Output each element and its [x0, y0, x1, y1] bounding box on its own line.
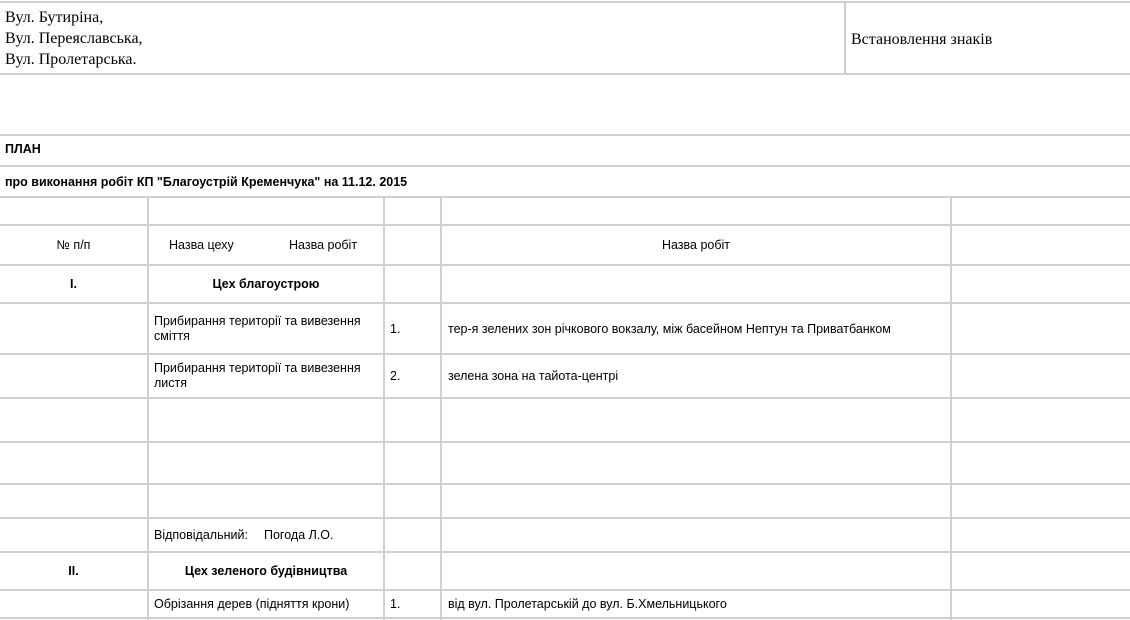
header-works-main: Назва робіт [661, 238, 731, 252]
header-num: № п/п [56, 238, 91, 252]
row-work: Прибирання території та вивезення сміття [154, 313, 361, 343]
section-roman: II. [68, 564, 79, 578]
street-line: Вул. Бутиріна, [5, 9, 104, 26]
responsible-name: Погода Л.О. [264, 528, 334, 542]
row-num: 1. [390, 597, 401, 611]
row-location: від вул. Пролетарській до вул. Б.Хмельницького [448, 597, 727, 611]
section-name: Цех зеленого будівництва [184, 564, 348, 578]
row-location: зелена зона на тайота-центрі [448, 369, 619, 383]
street-line: Вул. Переяславська, [5, 30, 143, 47]
row-num: 1. [390, 321, 401, 336]
row-num: 2. [390, 369, 401, 383]
section-roman: I. [70, 277, 77, 291]
grid-line [0, 134, 1130, 136]
grid-line [0, 73, 1130, 75]
street-line: Вул. Пролетарська. [5, 51, 137, 68]
header-workshop: Назва цеху [169, 238, 234, 252]
grid-line [0, 617, 1130, 619]
grid-line [0, 483, 1130, 485]
row-work: Прибирання території та вивезення листя [154, 361, 361, 390]
header-works-col: Назва робіт [289, 238, 358, 252]
row-location: тер-я зелених зон річкового вокзалу, між басейном Нептун та Приватбанком [448, 321, 891, 336]
responsible-label: Відповідальний: [154, 528, 248, 542]
grid-line [950, 196, 952, 620]
grid-line [844, 1, 846, 75]
grid-line [0, 196, 1130, 198]
grid-line [0, 441, 1130, 443]
plan-title: ПЛАН [5, 142, 41, 156]
grid-line [0, 165, 1130, 167]
row-work: Обрізання дерев (підняття крони) [154, 597, 350, 611]
section-name: Цех благоустрою [212, 277, 320, 291]
top-work-cell: Встановлення знаків [851, 31, 993, 48]
grid-line [0, 1, 1130, 3]
plan-subtitle: про виконання робіт КП "Благоустрій Кременчука" на 11.12. 2015 [5, 175, 408, 189]
grid-line [0, 397, 1130, 399]
grid-line [383, 196, 385, 620]
